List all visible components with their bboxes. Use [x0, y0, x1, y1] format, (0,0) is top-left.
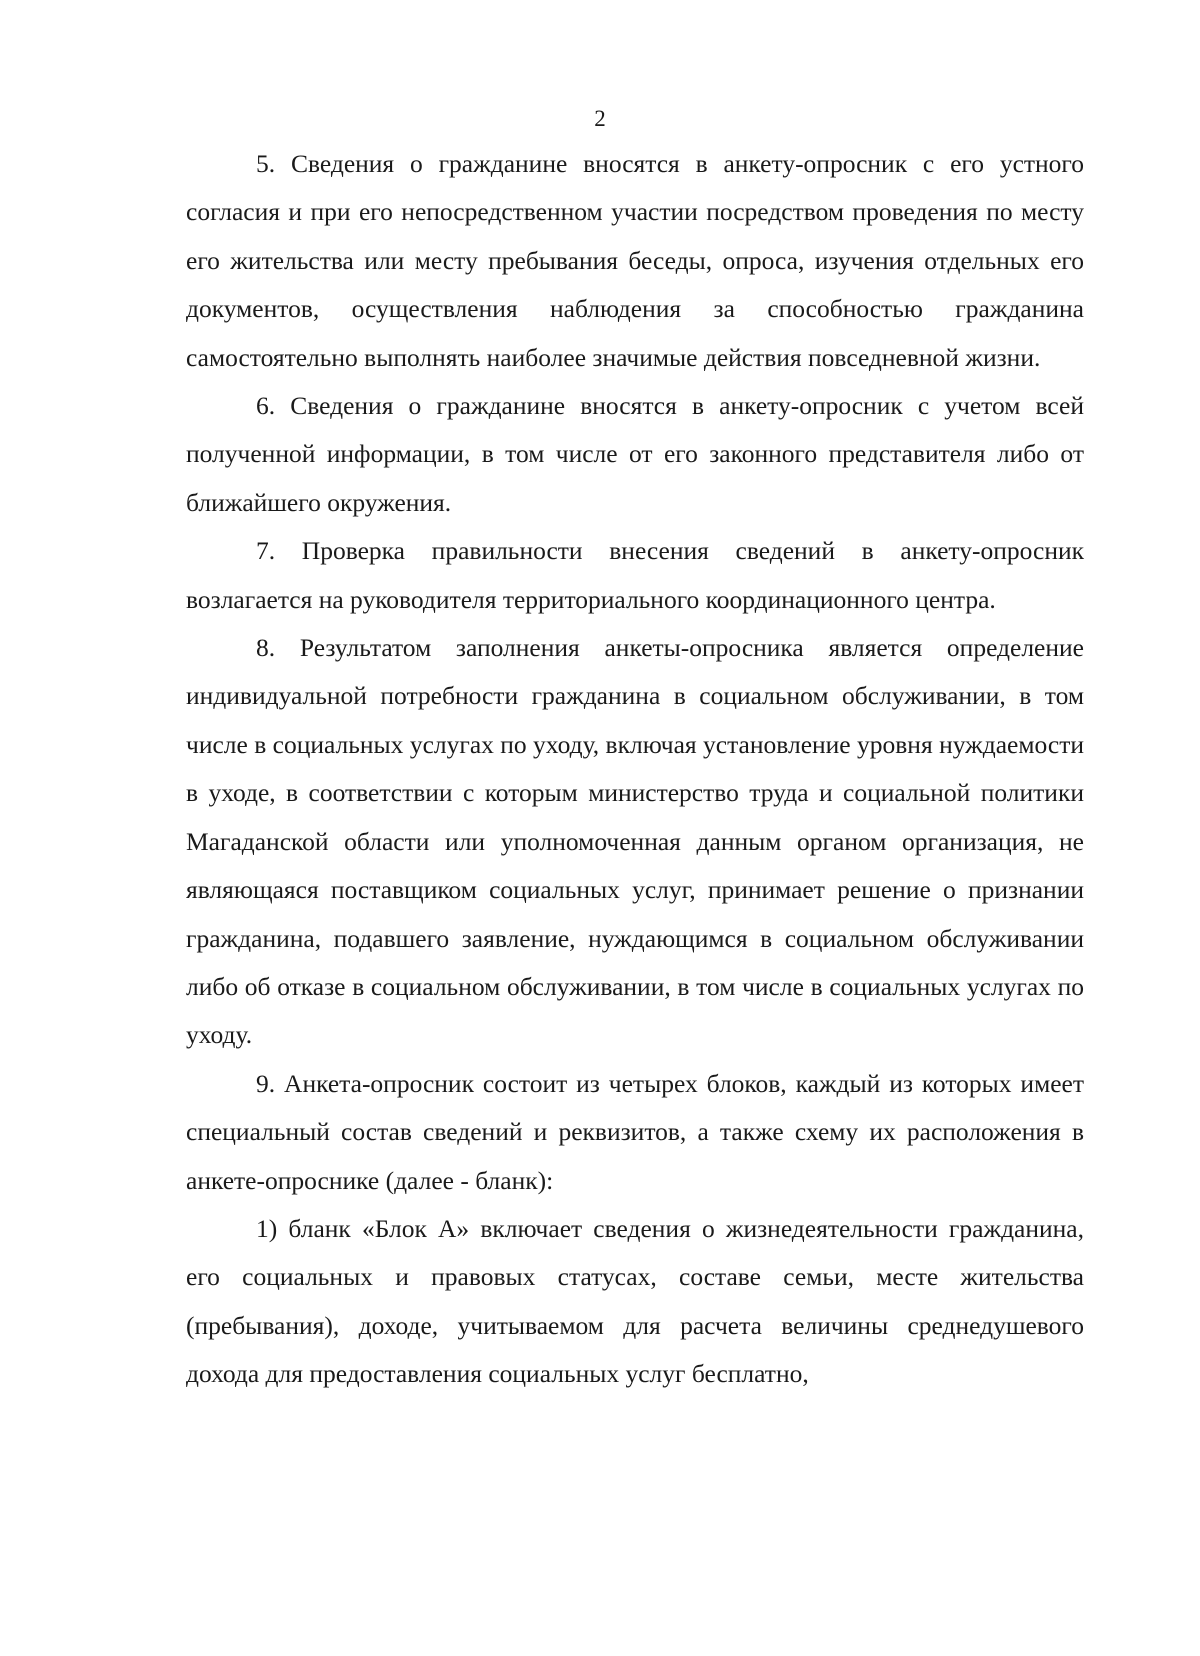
paragraph-9-item-1: 1) бланк «Блок А» включает сведения о жизнедеятельности гражданина, его социальных и правовых статусах, составе семьи, месте жительства (пребывания), доходе, учитываемом для расчета величины среднедушевого дохода для предоставления социальных услуг бесплатно, [186, 1213, 1084, 1389]
document-body [186, 140, 1084, 1399]
paragraph-7: 7. Проверка правильности внесения сведений в анкету-опросник возлагается на руководителя территориального координационного центра. [186, 536, 1084, 614]
paragraph-8: 8. Результатом заполнения анкеты-опросника является определение индивидуальной потребности гражданина в социальном обслуживании, в том числе в социальных услугах по уходу, включая установление уровня нуждаемости в уходе, в соответствии с которым министерство труда и социальной политики Магаданской области или уполномоченная данным органом организация, не являющаяся поставщиком социальных услуг, принимает решение о признании гражданина, подавшего заявление, нуждающимся в социальном обслуживании либо об отказе в социальном обслуживании, в том числе в социальных услугах по уходу. [186, 633, 1084, 1050]
paragraph-5: 5. Сведения о гражданине вносятся в анкету-опросник с его устного согласия и при его непосредственном участии посредством проведения по месту его жительства или месту пребывания беседы, опроса, изучения отдельных его документов, осуществления наблюдения за способностью гражданина самостоятельно выполнять наиболее значимые действия повседневной жизни. [186, 149, 1084, 372]
page-number: 2 [594, 106, 606, 131]
paragraph-9: 9. Анкета-опросник состоит из четырех блоков, каждый из которых имеет специальный состав сведений и реквизитов, а также схему их расположения в анкете-опроснике (далее - бланк): [186, 1068, 1084, 1195]
paragraph-6: 6. Сведения о гражданине вносятся в анкету-опросник с учетом всей полученной информации, в том числе от его законного представителя либо от ближайшего окружения. [186, 391, 1084, 517]
